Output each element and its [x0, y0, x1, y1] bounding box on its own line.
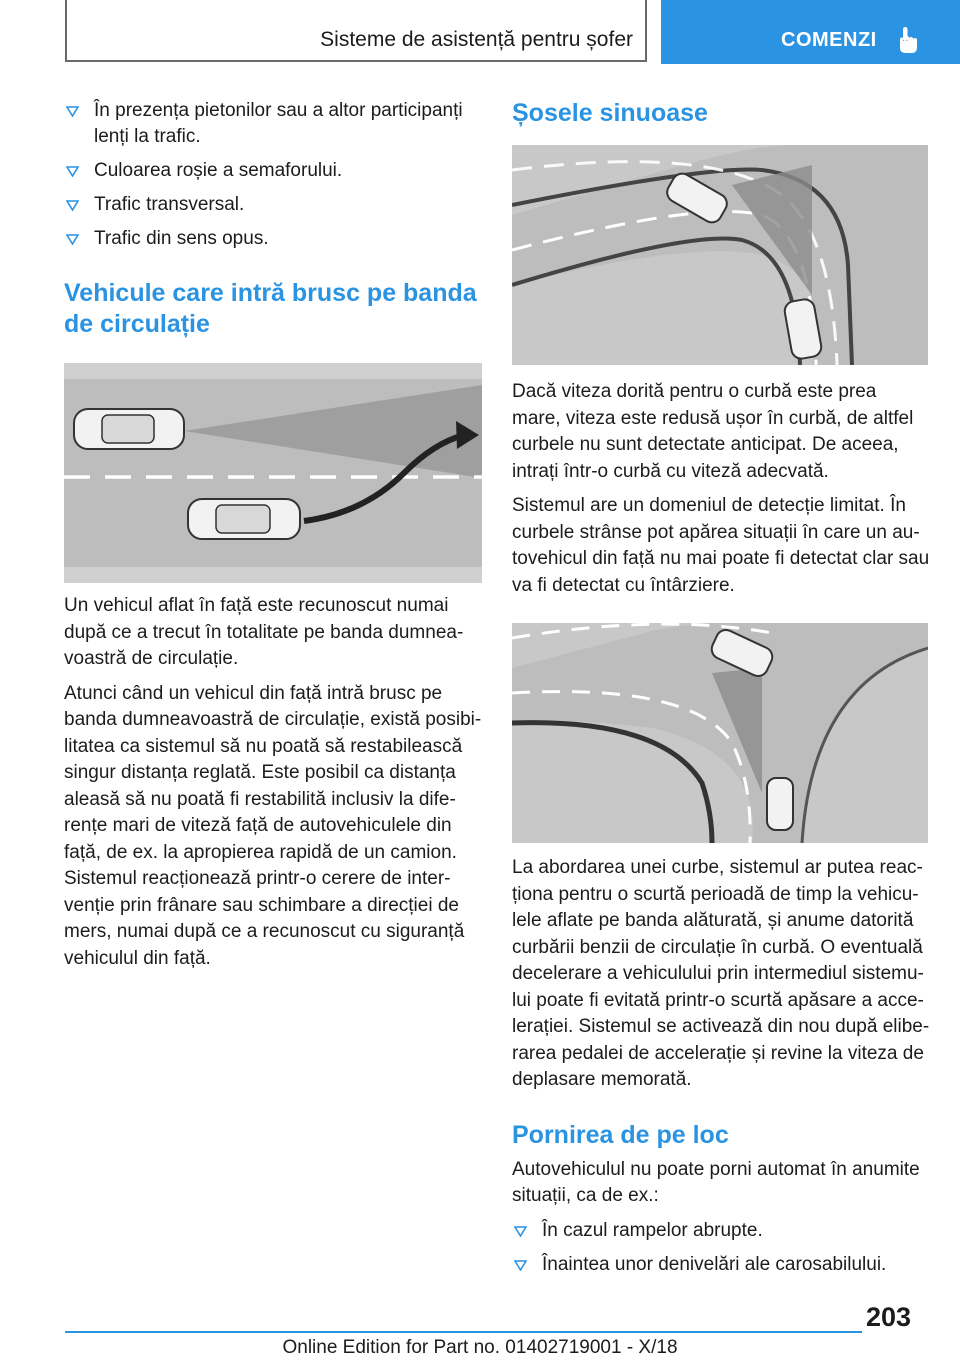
pointing-hand-icon — [896, 26, 920, 59]
footer-divider — [65, 1331, 862, 1333]
bullet-list-conditions — [64, 98, 482, 252]
list-item — [64, 158, 482, 184]
triangle-bullet-icon — [514, 1226, 527, 1237]
car-front-icon — [74, 409, 184, 449]
heading-curves: Șosele sinuoase — [512, 99, 708, 127]
triangle-bullet-icon — [66, 200, 79, 211]
figure-curve-1 — [512, 145, 928, 365]
paragraph: Sistemul are un domeniul de detecție limitat. În curbele strânse pot apărea situații în care un au-tovehicul din față nu mai poate fi detectat clar sau va fi detectat cu întârziere. — [512, 495, 930, 596]
triangle-bullet-icon — [514, 1260, 527, 1271]
list-item — [64, 226, 482, 252]
footer-edition-text: Online Edition for Part no. 01402719001 - X/18 — [282, 1337, 678, 1358]
figure-cut-in-vehicle — [64, 363, 482, 583]
header-section-box — [65, 0, 647, 62]
bullet-list-start — [512, 1218, 930, 1278]
heading-start: Pornirea de pe loc — [512, 1120, 729, 1149]
car-icon — [767, 778, 793, 830]
page-number: 203 — [866, 1302, 912, 1332]
list-item-text: În prezența pietonilor sau a altor participanți lenți la trafic. — [94, 100, 463, 147]
paragraph: Autovehiculul nu poate porni automat în anumite situații, ca de ex.: — [512, 1158, 920, 1206]
tab-label: COMENZI — [781, 29, 877, 51]
list-item-text: Culoarea roșie a semaforului. — [94, 160, 343, 181]
list-item — [512, 1252, 930, 1278]
car-own-icon — [188, 499, 300, 539]
paragraph: Dacă viteza dorită pentru o curbă este prea mare, viteza este redusă ușor în curbă, de altfel curbele nu sunt detectate anticipat. De aceea, intrați într-o curbă cu viteză adecvată. — [512, 381, 914, 482]
paragraph: Un vehicul aflat în față este recunoscut numai după ce a trecut în totalitate pe banda dumnea-voastră de circulație. — [64, 595, 464, 669]
tab-comenzi[interactable] — [661, 0, 960, 64]
list-item-text: Trafic din sens opus. — [94, 228, 269, 249]
list-item-text: Înaintea unor denivelări ale carosabilului. — [542, 1253, 887, 1275]
heading-cut-in: Vehicule care intră brusc pe banda de circulație — [64, 279, 477, 338]
right-column — [512, 98, 930, 1286]
list-item — [64, 98, 482, 150]
list-item — [512, 1218, 930, 1244]
list-item-text: Trafic transversal. — [94, 194, 245, 215]
triangle-bullet-icon — [66, 234, 79, 245]
triangle-bullet-icon — [66, 166, 79, 177]
section-title: Sisteme de asistență pentru șofer — [320, 28, 633, 51]
paragraph: La abordarea unei curbe, sistemul ar putea reac-ționa pentru o scurtă perioadă de timp la vehicu-lele aflate pe banda alăturată, și anume datorită curbării benzii de circulație în curbă. O eventuală decelerare a vehiculului prin intermediul sistemu-lui poate fi evitată printr-o scurtă apăsare a acce-lerației. Sistemul se activează din nou după elibe-rarea pedalei de accelerație și revine la viteza de deplasare memorată. — [512, 857, 930, 1090]
left-column — [64, 98, 482, 980]
triangle-bullet-icon — [66, 106, 79, 117]
list-item-text: În cazul rampelor abrupte. — [542, 1219, 763, 1241]
figure-curve-2 — [512, 623, 928, 843]
list-item — [64, 192, 482, 218]
paragraph: Atunci când un vehicul din față intră brusc pe banda dumneavoastră de circulație, există posibi-litatea ca sistemul să nu poată să restabilească singur distanța reglată. Este posibil ca distanța aleasă să nu poată fi restabilită inclusiv la dife-rențe mari de viteză față de autovehiculele din față, de ex. la apropierea rapidă de un camion. Sistemul reacționează printr-o cerere de inter-venție prin frânare sau schimbare a direcției de mers, numai după ce a recunoscut cu siguranță vehiculul din față. — [64, 682, 482, 969]
